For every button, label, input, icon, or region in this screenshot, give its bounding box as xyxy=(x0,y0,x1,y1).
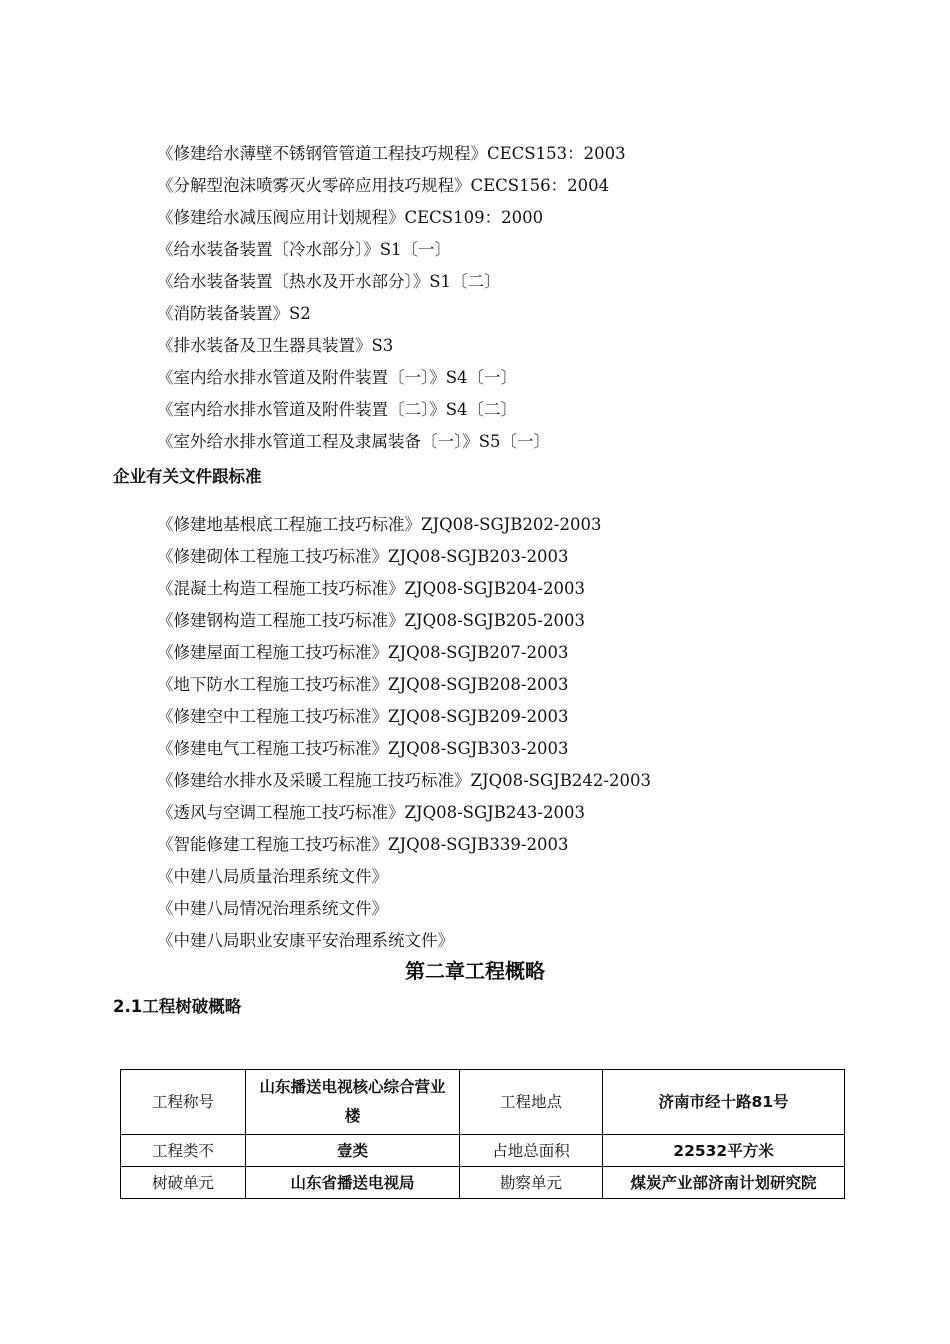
standard-item: 《给水装备装置〔冷水部分〕》S1〔一〕 xyxy=(157,240,452,259)
standard-item: 《修建砌体工程施工技巧标准》ZJQ08-SGJB203-2003 xyxy=(157,547,569,566)
national-standards-list xyxy=(157,138,626,458)
standard-item: 《分解型泡沫喷雾灭火零碎应用技巧规程》CECS156：2004 xyxy=(157,176,610,195)
builder-unit-value: 山东省播送电视局 xyxy=(246,1167,460,1199)
table-row xyxy=(121,1135,845,1167)
standard-item: 《地下防水工程施工技巧标准》ZJQ08-SGJB208-2003 xyxy=(157,675,569,694)
project-type-label: 工程类不 xyxy=(121,1135,246,1167)
table-row xyxy=(121,1070,845,1135)
standard-item: 《修建地基根底工程施工技巧标准》ZJQ08-SGJB202-2003 xyxy=(157,515,602,534)
standard-item: 《消防装备装置》S2 xyxy=(157,304,311,323)
standard-item: 《室内给水排水管道及附件装置〔一〕》S4〔一〕 xyxy=(157,368,518,387)
table-row xyxy=(121,1167,845,1199)
standard-item: 《混凝土构造工程施工技巧标准》ZJQ08-SGJB204-2003 xyxy=(157,579,585,598)
project-area-label: 占地总面积 xyxy=(460,1135,603,1167)
company-standards-heading: 企业有关文件跟标准 xyxy=(113,467,262,486)
project-name-label: 工程称号 xyxy=(121,1070,246,1135)
standard-item: 《修建给水排水及采暖工程施工技巧标准》ZJQ08-SGJB242-2003 xyxy=(157,771,651,790)
builder-unit-label: 树破单元 xyxy=(121,1167,246,1199)
standard-item: 《修建电气工程施工技巧标准》ZJQ08-SGJB303-2003 xyxy=(157,739,569,758)
standard-item: 《修建给水减压阀应用计划规程》CECS109：2000 xyxy=(157,208,544,227)
standard-item: 《室内给水排水管道及附件装置〔二〕》S4〔二〕 xyxy=(157,400,518,419)
standard-item: 《修建屋面工程施工技巧标准》ZJQ08-SGJB207-2003 xyxy=(157,643,569,662)
standard-item: 《修建给水薄壁不锈钢管管道工程技巧规程》CECS153：2003 xyxy=(157,144,626,163)
section-2-1-heading: 2.1工程树破概略 xyxy=(113,997,242,1016)
standard-item: 《中建八局职业安康平安治理系统文件》 xyxy=(157,931,454,950)
chapter-title: 第二章工程概略 xyxy=(405,959,545,983)
standard-item: 《中建八局情况治理系统文件》 xyxy=(157,899,388,918)
standard-item: 《给水装备装置〔热水及开水部分〕》S1〔二〕 xyxy=(157,272,501,291)
project-info-table xyxy=(120,1069,845,1199)
standard-item: 《透风与空调工程施工技巧标准》ZJQ08-SGJB243-2003 xyxy=(157,803,585,822)
survey-unit-value: 煤炭产业部济南计划研究院 xyxy=(603,1167,845,1199)
standard-item: 《修建钢构造工程施工技巧标准》ZJQ08-SGJB205-2003 xyxy=(157,611,585,630)
standard-item: 《智能修建工程施工技巧标准》ZJQ08-SGJB339-2003 xyxy=(157,835,569,854)
project-location-label: 工程地点 xyxy=(460,1070,603,1135)
project-type-value: 壹类 xyxy=(246,1135,460,1167)
company-standards-list xyxy=(157,509,651,957)
standard-item: 《排水装备及卫生器具装置》S3 xyxy=(157,336,394,355)
survey-unit-label: 勘察单元 xyxy=(460,1167,603,1199)
standard-item: 《修建空中工程施工技巧标准》ZJQ08-SGJB209-2003 xyxy=(157,707,569,726)
standard-item: 《室外给水排水管道工程及隶属装备〔一〕》S5〔一〕 xyxy=(157,432,551,451)
project-name-value: 山东播送电视核心综合营业楼 xyxy=(246,1070,460,1135)
standard-item: 《中建八局质量治理系统文件》 xyxy=(157,867,388,886)
project-area-value: 22532平方米 xyxy=(603,1135,845,1167)
project-location-value: 济南市经十路81号 xyxy=(603,1070,845,1135)
